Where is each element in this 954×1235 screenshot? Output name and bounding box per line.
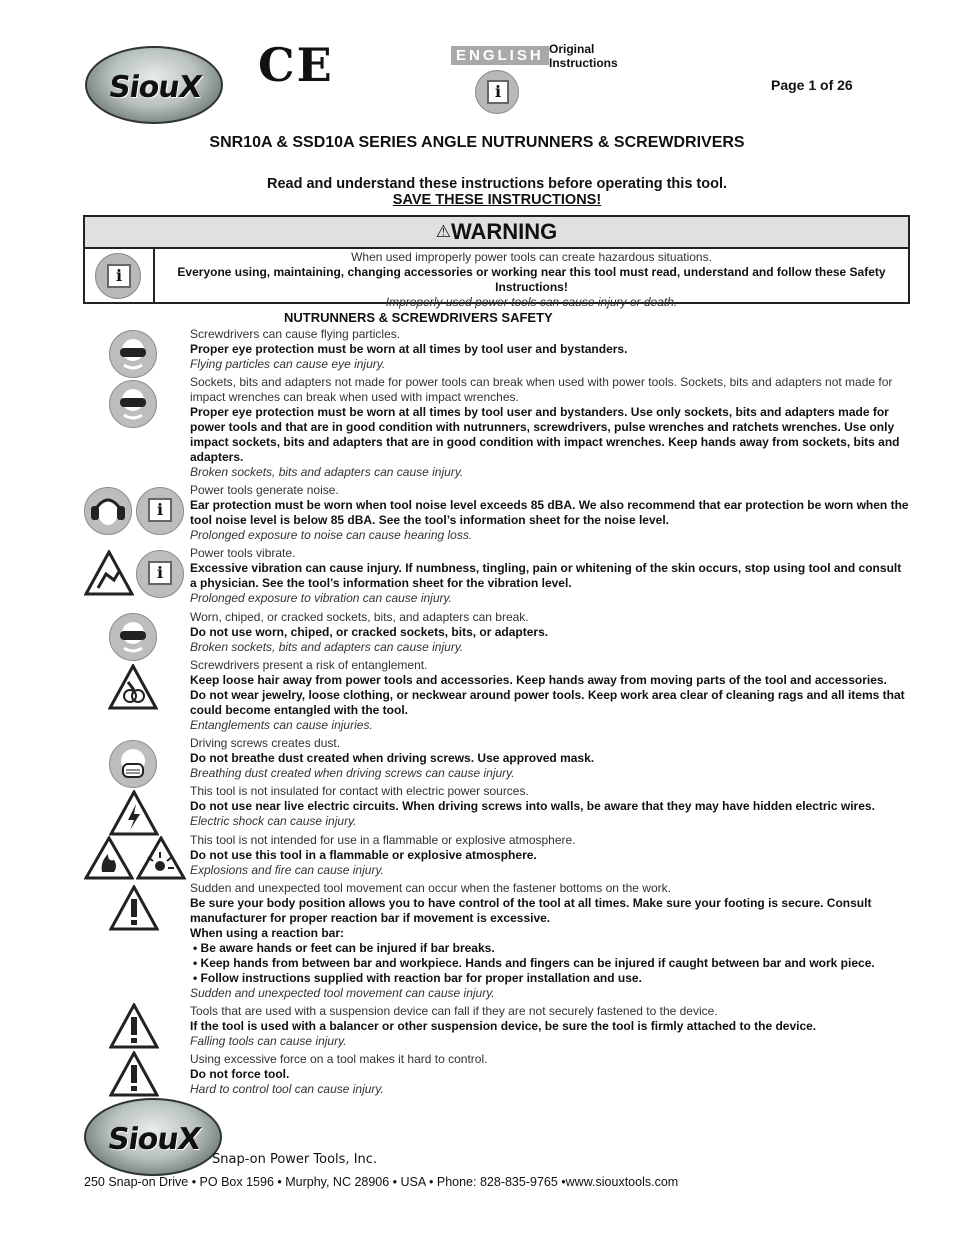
safety-item: Sudden and unexpected tool movement can occur when the fastener bottoms on the work. Be sure your body position allows you to have control of the tool at all times. Make sure your footing is secure. Consult manufacturer for proper reaction bar if movement is excessive. When using a reaction bar: • Be aware hands or feet can be injured if bar breaks. • Keep hands from between bar and workpiece. Hands and fingers can be injured if caught between bar and work piece. • Follow instructions supplied with reaction bar for proper installation and use. Sudden and unexpected tool movement can cause injury.	[190, 881, 910, 1001]
bullet-item: • Be aware hands or feet can be injured if bar breaks.	[193, 941, 495, 955]
warning-text: When used improperly power tools can create hazardous situations. Everyone using, maintaining, changing accessories or working near this tool must read, understand and follow these Safety Instructions! Improperly used power tools can cause injury or death.	[177, 250, 886, 309]
safety-item: Screwdrivers present a risk of entanglement. Keep loose hair away from power tools and accessories. Keep hands away from moving parts of the tool and accessories. Do not wear jewelry, loose clothing, or neckwear around power tools. Keep work area clear of cleaning rags and all items that could become entangled with the tool. Entanglements can cause injuries.	[190, 658, 905, 732]
safety-item: Worn, chiped, or cracked sockets, bits, and adapters can break. Do not use worn, chiped, or cracked sockets, bits, or adapters. Broken sockets, bits and adapters can cause injury.	[190, 610, 549, 654]
safety-item: Power tools vibrate. Excessive vibration can cause injury. If numbness, tingling, pain or whitening of the skin occurs, stop using tool and consult a physician. See the tool’s information sheet for the vibration level. Prolonged exposure to vibration can cause injury.	[190, 546, 902, 605]
goggles-icon	[109, 380, 157, 428]
footer-address: 250 Snap-on Drive • PO Box 1596 • Murphy, NC 28906 • USA • Phone: 828-835-9765 •www.siouxtools.com	[84, 1175, 679, 1189]
read-instructions-line: Read and understand these instructions before operating this tool.	[266, 176, 728, 192]
document-title: SNR10A & SSD10A SERIES ANGLE NUTRUNNERS & SCREWDRIVERS	[209, 134, 745, 151]
electric-shock-icon	[109, 790, 159, 836]
manual-icon: i	[475, 70, 519, 114]
ear-protection-icon	[84, 487, 132, 535]
explosion-icon	[136, 836, 186, 880]
warning-triangle-icon: ⚠	[435, 222, 451, 242]
bullet-item: • Keep hands from between bar and workpiece. Hands and fingers can be injured if caught between bar and work piece.	[193, 956, 875, 970]
safety-item: Power tools generate noise. Ear protection must be worn when tool noise level exceeds 85 dBA. We also recommend that ear protection be worn when the tool noise level is below 85 dBA. See the tool’s information sheet for the noise level. Prolonged exposure to noise can cause hearing loss.	[190, 483, 909, 542]
section-title: NUTRUNNERS & SCREWDRIVERS SAFETY	[284, 310, 553, 325]
fire-icon	[84, 836, 134, 880]
exclamation-icon	[109, 885, 159, 931]
entanglement-icon	[108, 664, 158, 710]
dust-mask-icon	[109, 740, 157, 788]
exclamation-icon	[109, 1003, 159, 1049]
footer-sioux-logo: SiouX	[84, 1098, 224, 1178]
original-instructions: Original Instructions	[549, 42, 618, 70]
page-number: Page 1 of 26	[771, 77, 853, 93]
manual-icon: i	[136, 487, 184, 535]
warning-heading: ⚠WARNING	[85, 217, 908, 249]
warning-box	[83, 215, 910, 309]
safety-item: Driving screws creates dust. Do not breathe dust created when driving screws. Use approved mask. Breathing dust created when driving screws can cause injury.	[190, 736, 595, 780]
save-instructions-line: SAVE THESE INSTRUCTIONS!	[392, 192, 602, 208]
company-name: Snap-on Power Tools, Inc.	[212, 1152, 378, 1167]
language-badge: ENGLISH	[451, 46, 549, 65]
sioux-logo: SiouX	[85, 46, 225, 126]
safety-item: This tool is not intended for use in a flammable or explosive atmosphere. Do not use this tool in a flammable or explosive atmosphere. Explosions and fire can cause injury.	[190, 833, 576, 877]
safety-item: Using excessive force on a tool makes it hard to control. Do not force tool. Hard to control tool can cause injury.	[190, 1052, 488, 1096]
manual-icon: i	[136, 550, 184, 598]
warning-icon-cell	[85, 249, 155, 302]
bullet-item: • Follow instructions supplied with reaction bar for proper installation and use.	[193, 971, 642, 985]
goggles-icon	[109, 330, 157, 378]
ce-mark: CE	[258, 38, 334, 92]
safety-item: This tool is not insulated for contact with electric power sources. Do not use near live electric circuits. When driving screws into walls, be aware that they may have hidden electric wires. Electric shock can cause injury.	[190, 784, 875, 828]
manual-icon: i	[95, 253, 141, 299]
safety-item: Screwdrivers can cause flying particles. Proper eye protection must be worn at all times by tool user and bystanders. Flying particles can cause eye injury.	[190, 327, 628, 371]
exclamation-icon	[109, 1051, 159, 1097]
goggles-icon	[109, 613, 157, 661]
safety-item: Sockets, bits and adapters not made for power tools can break when used with power tools. Sockets, bits and adapters not made for impact wrenches can break when used with impact wrenches. Proper eye protection must be worn at all times by tool user and bystanders. Use only sockets, bits and adapters made for power tools and that are in good condition with nutrunners, screwdrivers, pulse wrenches and ratchets wrenches. Use only impact sockets, bits and adapters that are in good condition with impact wrenches. Keep hands away from sockets, bits and adapters. Broken sockets, bits and adapters can cause injury.	[190, 375, 900, 479]
safety-item: Tools that are used with a suspension device can fall if they are not securely fastened to the device. If the tool is used with a balancer or other suspension device, be sure the tool is firmly attached to the device. Falling tools can cause injury.	[190, 1004, 817, 1048]
vibration-icon	[84, 550, 134, 596]
